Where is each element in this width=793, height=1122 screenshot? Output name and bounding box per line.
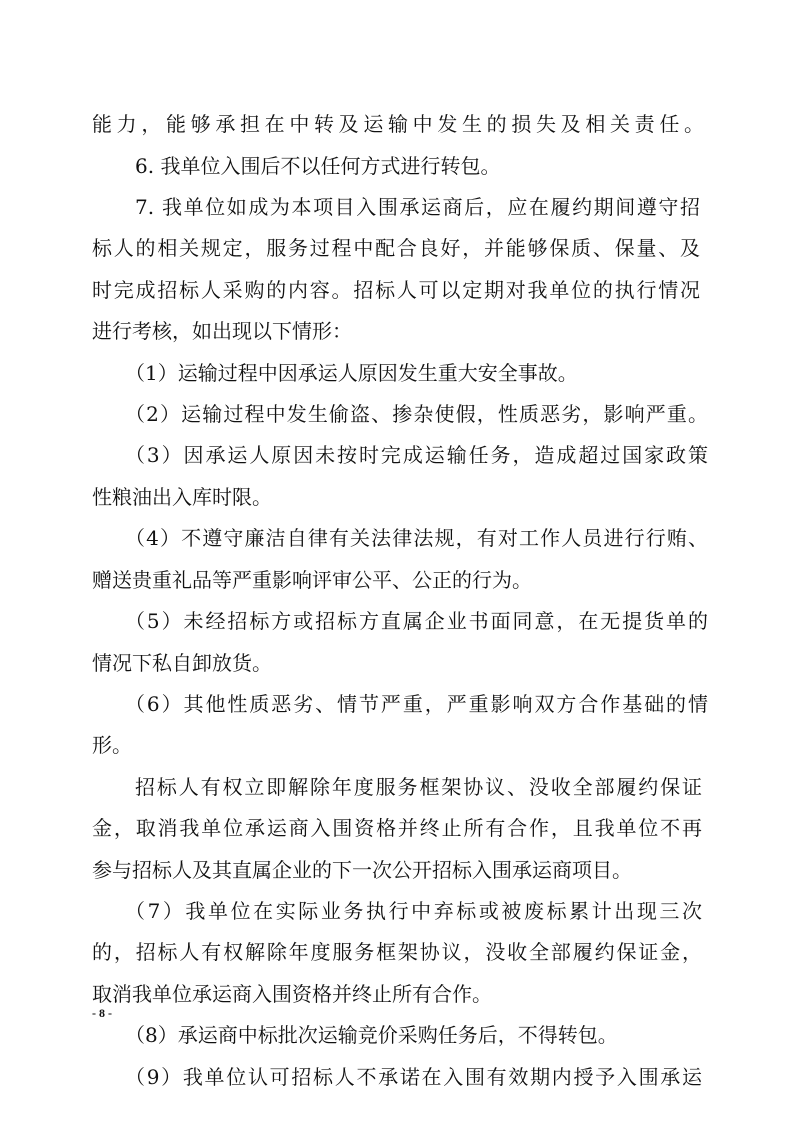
text-line-content: 参与招标人及其直属企业的下一次公开招标入围承运商项目。 [92, 858, 632, 882]
text-line-content: （9）我单位认可招标人不承诺在入围有效期内授予入围承运 [125, 1065, 702, 1089]
text-line [0, 603, 793, 639]
text-line [0, 272, 793, 308]
text-line [0, 396, 793, 432]
text-line-content: 情况下私自卸放货。 [92, 651, 272, 675]
text-line [0, 479, 793, 515]
text-line [0, 727, 793, 763]
text-line [0, 106, 793, 142]
text-line-content: （1）运输过程中因承运人原因发生重大安全事故。 [125, 361, 578, 385]
text-line-content: 进行考核，如出现以下情形： [92, 319, 352, 343]
text-line-content: 的，招标人有权解除年度服务框架协议，没收全部履约保证金， [92, 940, 702, 964]
text-line-content: 形。 [92, 733, 132, 757]
text-line-content: 赠送贵重礼品等严重影响评审公平、公正的行为。 [92, 568, 532, 592]
text-line [0, 562, 793, 598]
text-line [0, 230, 793, 266]
text-line-content: 6. 我单位入围后不以任何方式进行转包。 [135, 154, 501, 178]
text-line [0, 189, 793, 225]
text-line-content: （2）运输过程中发生偷盗、掺杂使假，性质恶劣，影响严重。 [125, 402, 708, 426]
text-line-content: 取消我单位承运商入围资格并终止所有合作。 [92, 982, 492, 1006]
text-line [0, 1059, 793, 1095]
text-line-content: （3）因承运人原因未按时完成运输任务，造成超过国家政策 [125, 443, 708, 467]
text-line-content: 7. 我单位如成为本项目入围承运商后，应在履约期间遵守招 [135, 195, 700, 219]
text-line [0, 645, 793, 681]
text-line-content: 时完成招标人采购的内容。招标人可以定期对我单位的执行情况 [92, 278, 700, 302]
text-line [0, 686, 793, 722]
text-line [0, 1017, 793, 1053]
text-line-content: 标人的相关规定，服务过程中配合良好，并能够保质、保量、及 [92, 236, 700, 260]
text-line-content: （5）未经招标方或招标方直属企业书面同意，在无提货单的 [125, 609, 708, 633]
text-line-content: 金，取消我单位承运商入围资格并终止所有合作，且我单位不再 [92, 816, 702, 840]
page-number: - 8 - [92, 1006, 112, 1020]
text-line-content: 招标人有权立即解除年度服务框架协议、没收全部履约保证 [135, 775, 702, 799]
text-line-content: （4）不遵守廉洁自律有关法律法规，有对工作人员进行行贿、 [125, 526, 708, 550]
text-line-content: （6）其他性质恶劣、情节严重，严重影响双方合作基础的情 [125, 692, 708, 716]
text-line [0, 355, 793, 391]
text-line [0, 437, 793, 473]
text-line [0, 893, 793, 929]
text-line [0, 810, 793, 846]
text-line [0, 313, 793, 349]
text-line [0, 769, 793, 805]
text-line [0, 852, 793, 888]
text-line-content: 性粮油出入库时限。 [92, 485, 272, 509]
text-line [0, 148, 793, 184]
text-line [0, 976, 793, 1012]
text-line [0, 520, 793, 556]
text-line-content: 能力，能够承担在中转及运输中发生的损失及相关责任。 [92, 112, 704, 136]
text-line-content: （8）承运商中标批次运输竞价采购任务后，不得转包。 [125, 1023, 618, 1047]
text-line-content: （7）我单位在实际业务执行中弃标或被废标累计出现三次 [125, 899, 702, 923]
text-line [0, 934, 793, 970]
